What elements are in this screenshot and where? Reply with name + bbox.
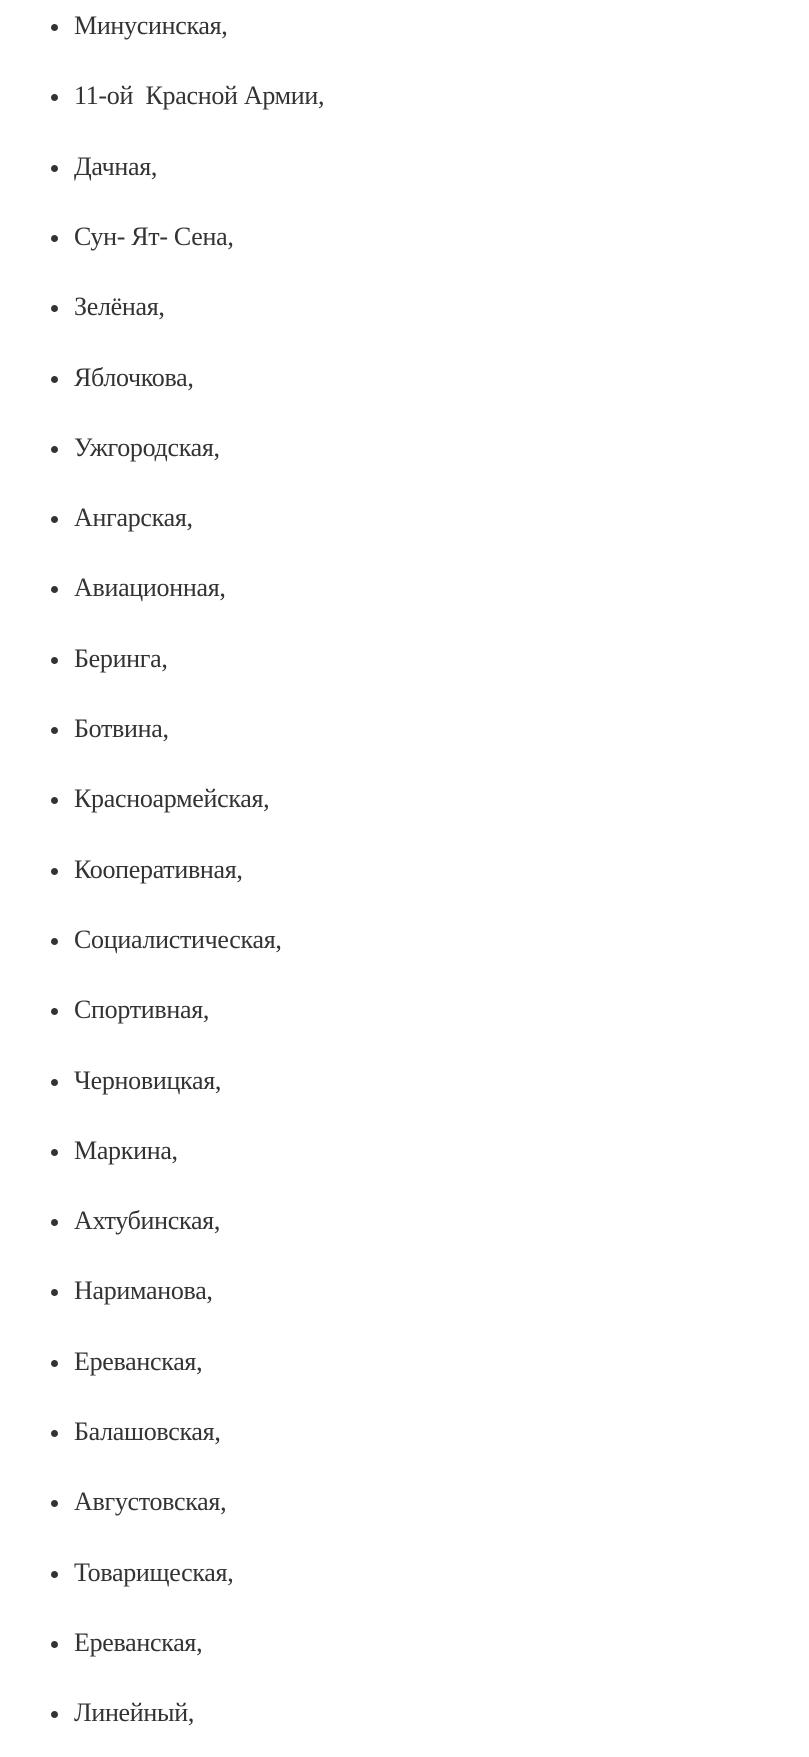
- street-name: Товарищеская,: [74, 1557, 234, 1587]
- list-item: [0, 356, 809, 400]
- street-name: Ангарская,: [74, 503, 193, 533]
- street-name: Дачная,: [74, 151, 158, 181]
- bullet-icon: [51, 1360, 58, 1367]
- bullet-icon: [51, 1500, 58, 1507]
- list-item: [0, 1129, 809, 1173]
- street-name: Спортивная,: [74, 995, 210, 1025]
- street-name: Маркина,: [74, 1135, 178, 1165]
- bullet-icon: [51, 516, 58, 523]
- bullet-icon: [51, 446, 58, 453]
- list-item: [0, 215, 809, 259]
- list-item: [0, 496, 809, 540]
- bullet-icon: [51, 94, 58, 101]
- street-name: Нариманова,: [74, 1276, 213, 1306]
- bullet-icon: [51, 868, 58, 875]
- street-name: Ахтубинская,: [74, 1206, 221, 1236]
- bullet-icon: [51, 165, 58, 172]
- street-name: Авиационная,: [74, 573, 226, 603]
- street-name: 11-ой Красной Армии,: [74, 81, 325, 111]
- list-item: [0, 1059, 809, 1103]
- bullet-icon: [51, 586, 58, 593]
- street-name: Минусинская,: [74, 11, 228, 40]
- list-item: [0, 1410, 809, 1454]
- bullet-icon: [51, 376, 58, 383]
- list-item: [0, 848, 809, 892]
- bullet-icon: [51, 1008, 58, 1015]
- list-item: [0, 1199, 809, 1243]
- list-item: [0, 1340, 809, 1384]
- list-item: [0, 988, 809, 1032]
- list-item: [0, 426, 809, 470]
- bullet-icon: [51, 797, 58, 804]
- bullet-icon: [51, 938, 58, 945]
- list-item: [0, 566, 809, 610]
- list-item: [0, 1691, 809, 1735]
- street-name: Сун- Ят- Сена,: [74, 221, 234, 251]
- list-item: [0, 4, 809, 48]
- list-item: [0, 637, 809, 681]
- list-item: [0, 145, 809, 189]
- bullet-icon: [51, 1219, 58, 1226]
- list-item: [0, 1269, 809, 1313]
- bullet-icon: [51, 657, 58, 664]
- list-item: [0, 1621, 809, 1665]
- street-name: Беринга,: [74, 643, 168, 673]
- bullet-icon: [51, 1641, 58, 1648]
- street-name: Линейный,: [74, 1698, 195, 1728]
- list-item: [0, 285, 809, 329]
- bullet-icon: [51, 1711, 58, 1718]
- bullet-icon: [51, 24, 58, 31]
- street-name: Ереванская,: [74, 1627, 203, 1657]
- bullet-icon: [51, 727, 58, 734]
- list-item: [0, 1551, 809, 1595]
- street-name: Августовская,: [74, 1487, 227, 1517]
- list-item: [0, 707, 809, 751]
- street-name: Красноармейская,: [74, 784, 270, 814]
- list-item: [0, 1480, 809, 1524]
- list-item: [0, 918, 809, 962]
- street-name: Балашовская,: [74, 1417, 221, 1446]
- street-name: Кооперативная,: [74, 854, 243, 884]
- list-item: [0, 777, 809, 821]
- street-name: Яблочкова,: [74, 362, 194, 392]
- street-name: Ереванская,: [74, 1346, 203, 1376]
- bullet-icon: [51, 1149, 58, 1156]
- bullet-icon: [51, 1571, 58, 1578]
- bullet-icon: [51, 305, 58, 312]
- street-name: Черновицкая,: [74, 1065, 222, 1095]
- street-name: Зелёная,: [74, 292, 165, 322]
- bullet-icon: [51, 235, 58, 242]
- bullet-icon: [51, 1079, 58, 1086]
- list-item: [0, 74, 809, 118]
- bullet-icon: [51, 1430, 58, 1437]
- bullet-icon: [51, 1289, 58, 1296]
- street-name: Социалистическая,: [74, 924, 282, 954]
- street-name: Ужгородская,: [74, 432, 220, 462]
- street-name: Ботвина,: [74, 714, 169, 743]
